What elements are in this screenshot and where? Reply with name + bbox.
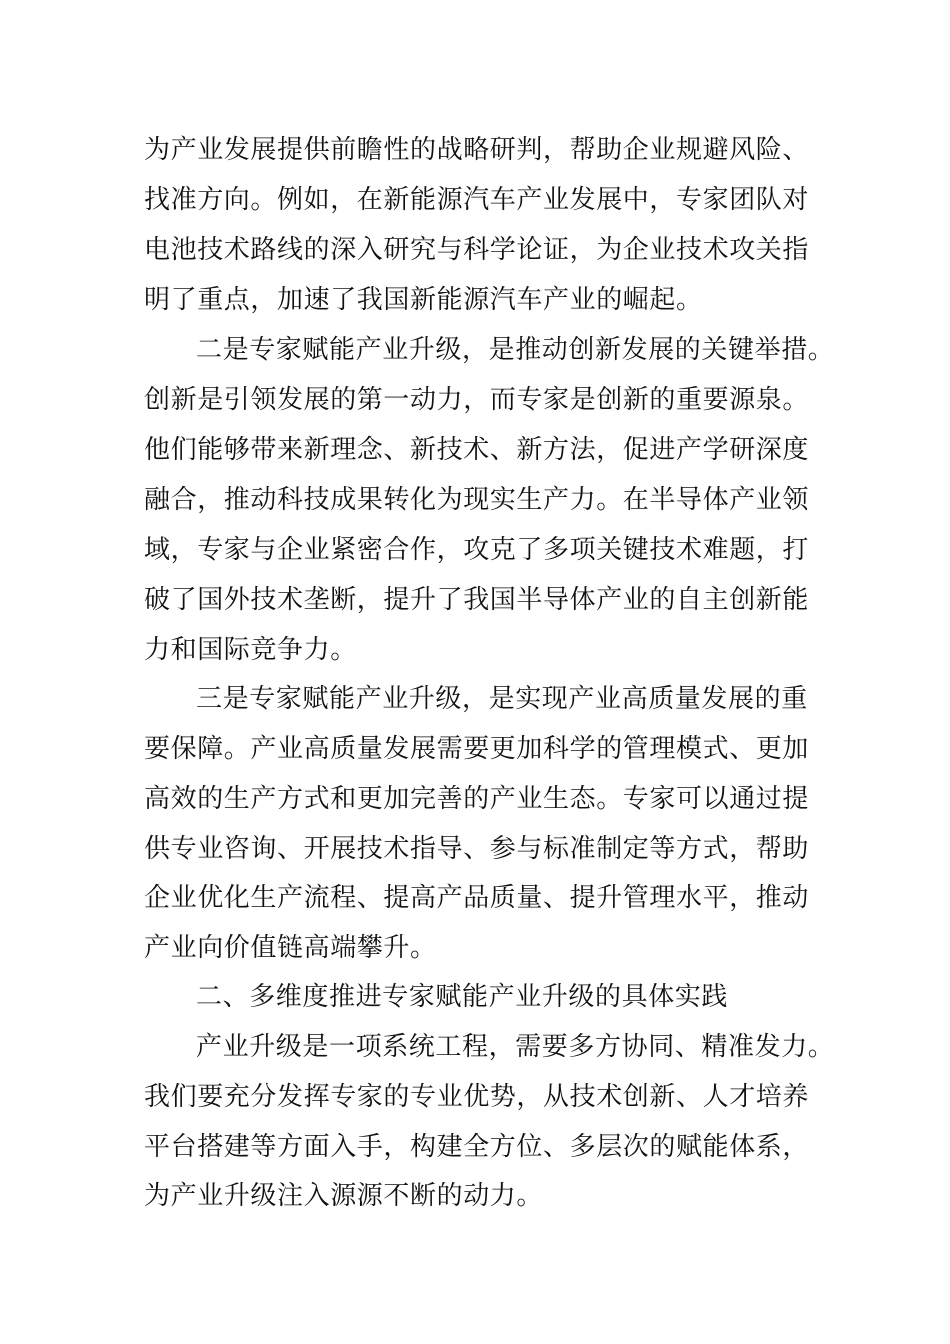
- text-line: 电池技术路线的深入研究与科学论证，为企业技术攻关指: [144, 235, 810, 265]
- text-line: 融合，推动科技成果转化为现实生产力。在半导体产业领: [144, 485, 810, 515]
- text-line: 创新是引领发展的第一动力，而专家是创新的重要源泉。: [144, 385, 810, 415]
- text-line: 破了国外技术垄断，提升了我国半导体产业的自主创新能: [144, 585, 810, 615]
- text-line: 产业向价值链高端攀升。: [144, 933, 437, 963]
- paragraph-first-line: 三是专家赋能产业升级，是实现产业高质量发展的重: [196, 684, 808, 714]
- text-line: 要保障。产业高质量发展需要更加科学的管理模式、更加: [144, 734, 810, 764]
- text-line: 为产业发展提供前瞻性的战略研判，帮助企业规避风险、: [144, 135, 810, 165]
- text-line: 找准方向。例如，在新能源汽车产业发展中，专家团队对: [144, 185, 810, 215]
- paragraph-first-line: 产业升级是一项系统工程，需要多方协同、精准发力。: [196, 1032, 835, 1062]
- text-line: 域，专家与企业紧密合作，攻克了多项关键技术难题，打: [144, 535, 810, 565]
- section-heading: 二、多维度推进专家赋能产业升级的具体实践: [196, 982, 729, 1012]
- text-line: 企业优化生产流程、提高产品质量、提升管理水平，推动: [144, 883, 810, 913]
- paragraph-first-line: 二是专家赋能产业升级，是推动创新发展的关键举措。: [196, 335, 835, 365]
- text-line: 供专业咨询、开展技术指导、参与标准制定等方式，帮助: [144, 834, 810, 864]
- text-line: 他们能够带来新理念、新技术、新方法，促进产学研深度: [144, 435, 810, 465]
- text-line: 高效的生产方式和更加完善的产业生态。专家可以通过提: [144, 784, 810, 814]
- text-line: 平台搭建等方面入手，构建全方位、多层次的赋能体系，: [144, 1132, 810, 1162]
- text-line: 明了重点，加速了我国新能源汽车产业的崛起。: [144, 285, 703, 315]
- text-line: 为产业升级注入源源不断的动力。: [144, 1181, 544, 1211]
- text-line: 力和国际竞争力。: [144, 635, 357, 665]
- text-line: 我们要充分发挥专家的专业优势，从技术创新、人才培养: [144, 1082, 810, 1112]
